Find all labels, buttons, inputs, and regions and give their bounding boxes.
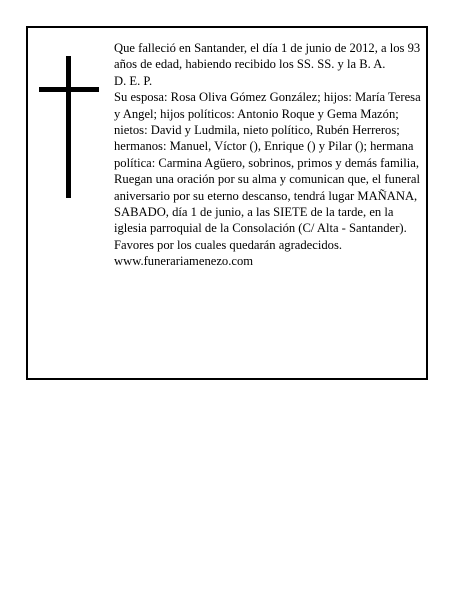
death-announcement: Que falleció en Santander, el día 1 de junio de 2012, a los 93 años de edad, habiendo recibido los SS. SS. y la B. A. [114,41,421,72]
obituary-notice [26,26,428,380]
cross-icon [39,56,99,198]
family-list: Su esposa: Rosa Oliva Gómez González; hijos: María Teresa y Angel; hijos políticos: Antonio Roque y Gema Mazón; nietos: David y Ludmila, nieto político, Rubén Herreros; hermanos: Manuel, Víctor (), Enrique () y Pilar (); hermana política: Carmina Agüero, sobrinos, primos y demás familia, [114,90,421,170]
funeral-home-website: www.funerariamenezo.com [114,254,254,269]
funeral-request: Ruegan una oración por su alma y comunican que, el funeral aniversario por su eterno descanso, tendrá lugar MAÑANA, SABADO, día 1 de junio, a las SIETE de la tarde, en la iglesia parroquial de la Consolación (C/ Alta - Santander). Favores por los cuales quedarán agradecidos. [114,172,420,252]
cross-horizontal-bar [39,87,99,92]
notice-text [114,40,422,270]
rest-in-peace: D. E. P. [114,73,153,88]
cross-vertical-bar [66,56,71,198]
